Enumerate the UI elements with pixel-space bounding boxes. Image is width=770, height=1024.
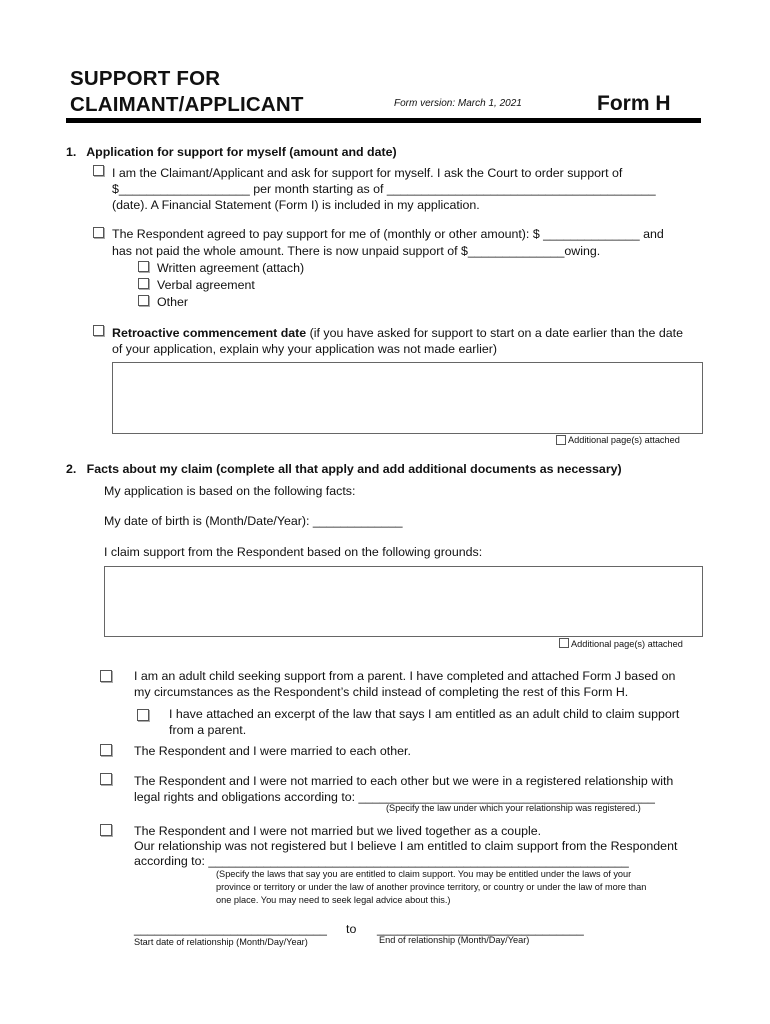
grounds-label: I claim support from the Respondent based on the following grounds:: [104, 545, 483, 559]
support-myself-line3: (date). A Financial Statement (Form I) is included in my application.: [112, 198, 480, 212]
written-agreement-checkbox[interactable]: [138, 261, 149, 272]
to-label: to: [346, 922, 357, 936]
retroactive-bold-label: Retroactive commencement date: [112, 326, 307, 340]
lived-together-note1: (Specify the laws that say you are entitled to claim support. You may be entitled under the laws of your: [216, 869, 632, 879]
retroactive-line2: of your application, explain why your application was not made earlier): [112, 342, 498, 356]
adult-child-line1: I am an adult child seeking support from a parent. I have completed and attached Form J based on: [134, 669, 676, 683]
support-myself-line1: I am the Claimant/Applicant and ask for support for myself. I ask the Court to order support of: [112, 166, 623, 180]
verbal-agreement-label: Verbal agreement: [157, 278, 255, 292]
written-agreement-label: Written agreement (attach): [157, 261, 305, 275]
lived-together-note3: one place. You may need to seek legal advice about this.): [216, 895, 451, 905]
agreed-support-line2[interactable]: has not paid the whole amount. There is now unpaid support of $______________owing.: [112, 244, 601, 258]
start-date-field[interactable]: ____________________________: [134, 922, 327, 936]
lived-together-line2: Our relationship was not registered but I believe I am entitled to claim support from the Respondent: [134, 839, 678, 853]
form-title-line2: CLAIMANT/APPLICANT: [70, 93, 304, 116]
other-agreement-label: Other: [157, 295, 188, 309]
end-date-field[interactable]: ______________________________: [377, 922, 584, 936]
retroactive-explanation-box[interactable]: [112, 362, 703, 434]
excerpt-line1: I have attached an excerpt of the law that says I am entitled as an adult child to claim support: [169, 707, 680, 721]
agreed-support-checkbox[interactable]: [93, 227, 104, 238]
support-myself-line2[interactable]: $___________________ per month starting as of _______________________________________: [112, 182, 656, 196]
excerpt-line2: from a parent.: [169, 723, 247, 737]
lived-together-line3[interactable]: according to: _____________________________________________________________: [134, 854, 629, 868]
form-name: Form H: [597, 92, 671, 115]
other-agreement-checkbox[interactable]: [138, 295, 149, 306]
additional-pages-checkbox-2[interactable]: [559, 638, 569, 648]
adult-child-line2: my circumstances as the Respondent’s child instead of completing the rest of this Form H.: [134, 685, 629, 699]
form-version: Form version: March 1, 2021: [394, 98, 522, 109]
excerpt-checkbox[interactable]: [137, 709, 149, 721]
registered-note: (Specify the law under which your relationship was registered.): [386, 803, 641, 813]
additional-pages-checkbox-1[interactable]: [556, 435, 566, 445]
married-checkbox[interactable]: [100, 744, 112, 756]
grounds-box[interactable]: [104, 566, 703, 637]
start-date-label: Start date of relationship (Month/Day/Year): [134, 937, 308, 947]
based-on-facts: My application is based on the following facts:: [104, 484, 356, 498]
section2-heading: 2. Facts about my claim (complete all that apply and add additional documents as necessary): [66, 462, 622, 476]
section1-heading: 1. Application for support for myself (amount and date): [66, 145, 397, 159]
date-of-birth[interactable]: My date of birth is (Month/Date/Year): _____________: [104, 514, 403, 528]
end-date-label: End of relationship (Month/Day/Year): [379, 935, 530, 945]
additional-pages-label-2: Additional page(s) attached: [571, 639, 683, 649]
agreed-support-line1[interactable]: The Respondent agreed to pay support for me of (monthly or other amount): $ ______________ and: [112, 227, 664, 241]
support-myself-checkbox[interactable]: [93, 165, 104, 176]
registered-line1: The Respondent and I were not married to each other but we were in a registered relationship with: [134, 774, 674, 788]
retroactive-line1-rest: (if you have asked for support to start on a date earlier than the date: [306, 326, 683, 340]
adult-child-checkbox[interactable]: [100, 670, 112, 682]
lived-together-line1: The Respondent and I were not married but we lived together as a couple.: [134, 824, 542, 838]
registered-checkbox[interactable]: [100, 773, 112, 785]
lived-together-checkbox[interactable]: [100, 824, 112, 836]
verbal-agreement-checkbox[interactable]: [138, 278, 149, 289]
additional-pages-label-1: Additional page(s) attached: [568, 435, 680, 445]
header-rule: [66, 118, 701, 123]
married-label: The Respondent and I were married to each other.: [134, 744, 411, 758]
form-title-line1: SUPPORT FOR: [70, 67, 221, 90]
retroactive-line1: [112, 325, 683, 342]
retroactive-checkbox[interactable]: [93, 325, 104, 336]
registered-line2[interactable]: legal rights and obligations according to: ___________________________________________: [134, 790, 655, 804]
lived-together-note2: province or territory or under the law of another province territory, or country or under the law of more than: [216, 882, 647, 892]
